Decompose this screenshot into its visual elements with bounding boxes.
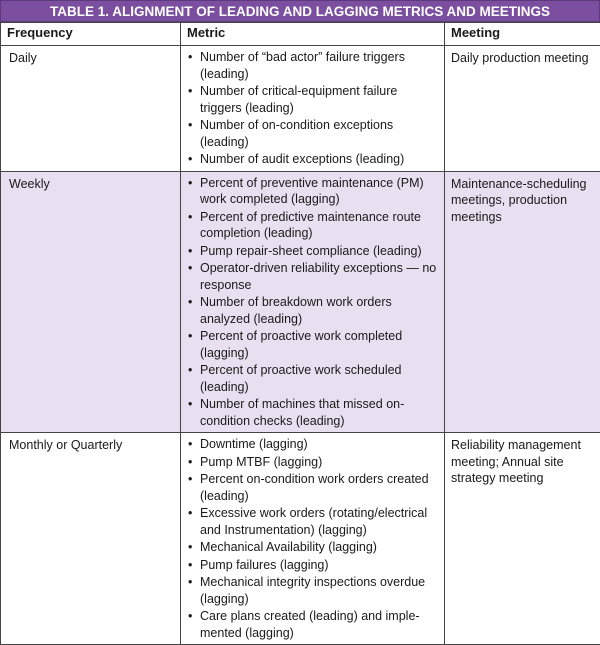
header-row <box>1 23 600 46</box>
metric-cell <box>181 433 445 645</box>
frequency-cell: Daily <box>1 46 181 172</box>
list-item: • Downtime (lagging) <box>184 436 440 453</box>
meeting-cell: Maintenance-scheduling meetings, production meetings <box>445 171 600 433</box>
list-item: • Number of on-condition exceptions (leading) <box>184 117 440 150</box>
list-item: • Number of audit exceptions (leading) <box>184 151 440 168</box>
list-item: • Number of critical-equipment failure triggers (leading) <box>184 83 440 116</box>
metric-cell <box>181 46 445 172</box>
list-item: • Operator-driven reliability exceptions — no response <box>184 260 440 293</box>
meeting-cell: Daily production meeting <box>445 46 600 172</box>
header-frequency: Frequency <box>1 23 181 46</box>
metric-list <box>184 49 440 168</box>
metric-cell <box>181 171 445 433</box>
header-metric: Metric <box>181 23 445 46</box>
table-row <box>1 433 600 645</box>
list-item: • Number of breakdown work orders analyzed (leading) <box>184 294 440 327</box>
header-meeting: Meeting <box>445 23 600 46</box>
list-item: • Percent on-condition work orders created (leading) <box>184 471 440 504</box>
metrics-table <box>0 22 600 645</box>
list-item: • Percent of proactive work completed (lagging) <box>184 328 440 361</box>
list-item: • Number of machines that missed on-condition checks (leading) <box>184 396 440 429</box>
table-row <box>1 46 600 172</box>
list-item: • Percent of proactive work scheduled (leading) <box>184 362 440 395</box>
list-item: • Percent of preventive maintenance (PM) work completed (lagging) <box>184 175 440 208</box>
metric-list <box>184 175 440 430</box>
table-title: TABLE 1. ALIGNMENT OF LEADING AND LAGGING METRICS AND MEETINGS <box>0 0 600 22</box>
list-item: • Pump repair-sheet compliance (leading) <box>184 243 440 260</box>
list-item: • Mechanical Availability (lagging) <box>184 539 440 556</box>
frequency-cell: Weekly <box>1 171 181 433</box>
metric-list <box>184 436 440 641</box>
list-item: • Mechanical integrity inspections overdue (lagging) <box>184 574 440 607</box>
list-item: • Pump MTBF (lagging) <box>184 454 440 471</box>
list-item: • Pump failures (lagging) <box>184 557 440 574</box>
table-row <box>1 171 600 433</box>
list-item: • Care plans created (leading) and imple-mented (lagging) <box>184 608 440 641</box>
list-item: • Number of “bad actor” failure triggers (leading) <box>184 49 440 82</box>
list-item: • Percent of predictive maintenance route completion (leading) <box>184 209 440 242</box>
frequency-cell: Monthly or Quarterly <box>1 433 181 645</box>
meeting-cell: Reliability management meeting; Annual site strategy meeting <box>445 433 600 645</box>
list-item: • Excessive work orders (rotating/electrical and Instrumentation) (lagging) <box>184 505 440 538</box>
